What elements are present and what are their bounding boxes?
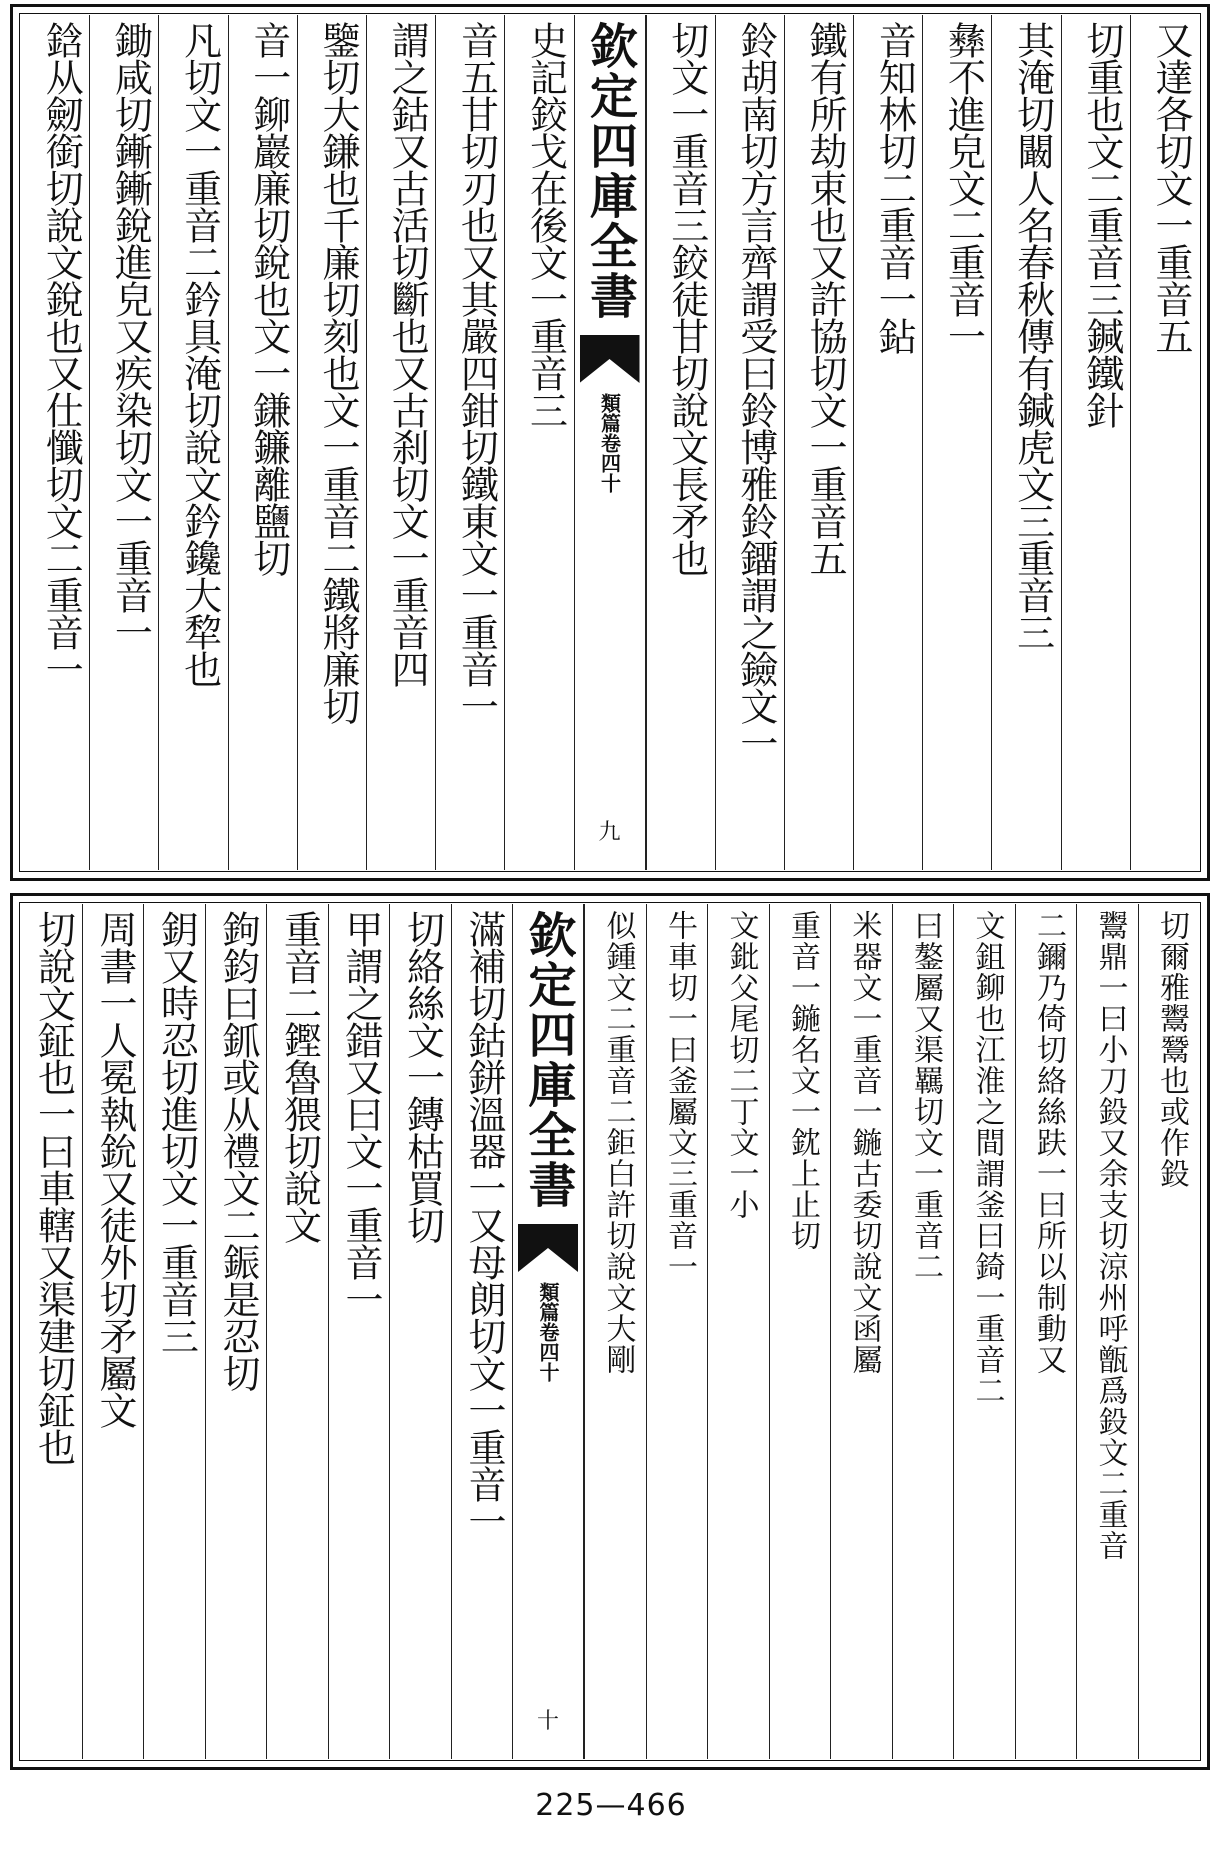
center-banner [512, 904, 584, 1759]
page-number: 225—466 [535, 1788, 687, 1823]
text-column: 凡切文一重音二鈐具淹切說文鈐鑱大犂也 [158, 15, 227, 870]
banner-volume: 類篇卷四十 [597, 393, 622, 493]
text-column: 牛車切一曰釜屬文三重音一 [646, 904, 708, 1759]
text-column: 鋡从劒銜切說文銳也又仕懺切文二重音一 [39, 21, 84, 687]
text-column: 鉤鈞曰釽或从禮文二鋠是忍切 [205, 904, 267, 1759]
text-column: 米器文一重音一鍦古委切說文函屬 [830, 904, 892, 1759]
text-column: 音五甘切刃也又其嚴四鉗切鐵東文一重音一 [435, 15, 504, 870]
text-column: 甲謂之錯又曰文一重音一 [328, 904, 390, 1759]
text-column: 切重也文二重音三鍼鐵針 [1061, 15, 1130, 870]
text-column: 切爾雅鬻鬵也或作鈠 [1138, 904, 1200, 1759]
text-column: 謂之鈷又古活切斷也又古刹切文一重音四 [366, 15, 435, 870]
text-column: 重音二鏗魯猥切說文 [266, 904, 328, 1759]
text-column: 滿補切鈷鉼溫器一又母朗切文一重音一 [451, 904, 513, 1759]
text-column: 音知林切二重音一鉆 [853, 15, 922, 870]
top-page [10, 4, 1210, 881]
text-column: 鬻鼎一曰小刀鈠又余支切涼州呼甑爲鈠文二重音 [1076, 904, 1138, 1759]
text-column: 切文一重音三鉸徒甘切說文長矛也 [646, 15, 715, 870]
text-column: 音一鉚巖廉切銳也文一鎌鐮離鹽切 [228, 15, 297, 870]
text-column: 史記鉸戈在後文一重音三 [504, 15, 573, 870]
banner-folio: 十 [536, 1709, 559, 1734]
text-column: 鈅又時忍切進切文一重音三 [143, 904, 205, 1759]
text-column: 切說文鉦也一曰車轄又渠建切鉦也 [31, 910, 76, 1465]
center-banner [574, 15, 646, 870]
banner-volume: 類篇卷四十 [536, 1282, 560, 1382]
text-column: 重音一鍦名文一鈂上止切 [769, 904, 831, 1759]
top-page-columns [21, 15, 1199, 870]
text-column: 切絡絲文一鏄枯買切 [389, 904, 451, 1759]
text-column: 又達各切文一重音五 [1130, 15, 1199, 870]
text-column: 鈴胡南切方言齊謂受曰鈴博雅鈴鐂謂之鐱文一 [715, 15, 784, 870]
text-column: 文鈚父尾切二丁文一小 [707, 904, 769, 1759]
text-column: 彝不進皃文二重音一 [922, 15, 991, 870]
text-column: 鐵有所劫束也又許協切文一重音五 [784, 15, 853, 870]
bottom-page-columns [21, 904, 1199, 1759]
text-column: 鋤咸切鏩鏩銳進皃又疾染切文一重音一 [89, 15, 158, 870]
text-column: 周書一人冕執鈗又徒外切矛屬文 [82, 904, 144, 1759]
bottom-page [10, 893, 1210, 1770]
banner-title: 欽定四庫全書 [520, 910, 576, 1210]
fishtail-mark [580, 335, 640, 383]
text-column: 曰鏊屬又渠羈切文一重音二 [892, 904, 954, 1759]
banner-title: 欽定四庫全書 [581, 21, 638, 321]
text-column: 鑒切大鎌也千廉切刻也文一重音二鐵將廉切 [297, 15, 366, 870]
text-column: 文鉏鉚也江淮之間謂釜曰錡一重音二 [953, 904, 1015, 1759]
text-column: 其淹切闞人名春秋傳有鍼虎文三重音三 [991, 15, 1060, 870]
text-column: 二鑈乃倚切絡絲趺一曰所以制動又 [1015, 904, 1077, 1759]
banner-folio: 九 [598, 820, 621, 845]
fishtail-mark [518, 1224, 578, 1272]
text-column: 似鍾文二重音二鉅白許切說文大剛 [584, 904, 646, 1759]
